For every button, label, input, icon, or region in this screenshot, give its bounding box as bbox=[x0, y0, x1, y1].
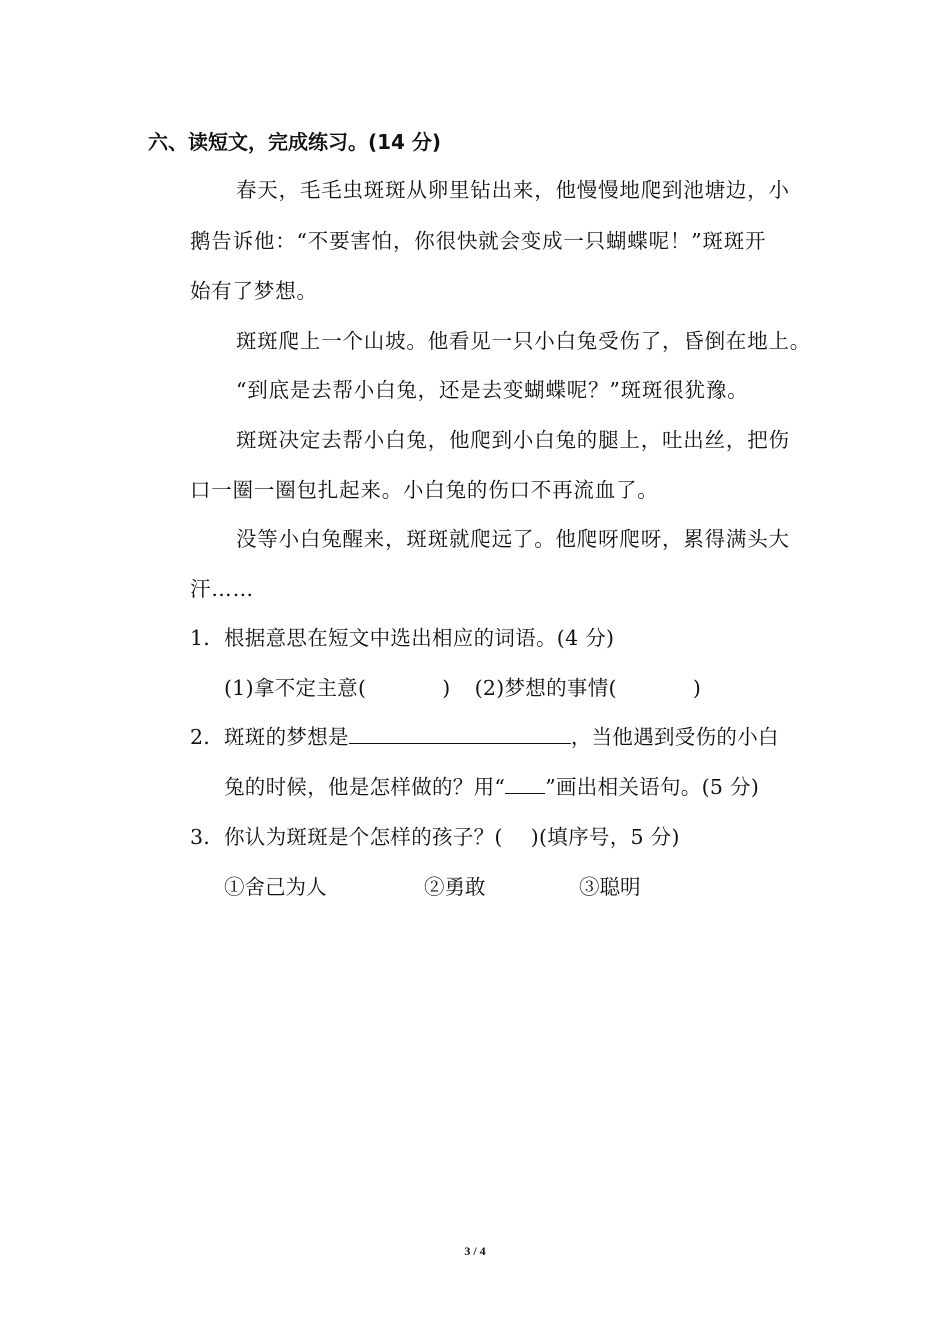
page-number: 3 / 4 bbox=[464, 1244, 486, 1258]
question-2-text-c: 兔的时候，他是怎样做的？用“ bbox=[224, 775, 506, 799]
passage-paragraph-5-line-2: 汗…… bbox=[190, 577, 254, 601]
question-3-option-1: ①舍己为人 bbox=[224, 875, 327, 899]
passage-paragraph-3: “到底是去帮小白兔，还是去变蝴蝶呢？”斑斑很犹豫。 bbox=[236, 378, 749, 402]
question-1-number: 1． bbox=[190, 626, 225, 650]
question-2-answer-line[interactable] bbox=[349, 723, 571, 744]
passage-paragraph-4-line-2: 口一圈一圈包扎起来。小白兔的伤口不再流血了。 bbox=[190, 478, 659, 502]
question-2-number: 2． bbox=[190, 725, 225, 749]
passage-paragraph-5-line-1: 没等小白兔醒来，斑斑就爬远了。他爬呀爬呀，累得满头大 bbox=[236, 527, 790, 551]
passage-paragraph-1-line-2: 鹅告诉他：“不要害怕，你很快就会变成一只蝴蝶呢！”斑斑开 bbox=[190, 229, 767, 253]
question-3-text-b: )(填序号，5 分) bbox=[530, 825, 680, 849]
question-1a-close: ) bbox=[442, 676, 451, 700]
question-3-option-2: ②勇敢 bbox=[424, 875, 486, 899]
question-3-number: 3． bbox=[190, 825, 225, 849]
question-2-text-b: ，当他遇到受伤的小白 bbox=[570, 725, 779, 749]
question-2 bbox=[190, 722, 779, 752]
question-1b-label: (2)梦想的事情( bbox=[474, 676, 617, 700]
section-title: 六、读短文，完成练习。(14 分) bbox=[148, 130, 442, 154]
question-2-text-a: 斑斑的梦想是 bbox=[224, 725, 349, 749]
passage-paragraph-4-line-1: 斑斑决定去帮小白兔，他爬到小白兔的腿上，吐出丝，把伤 bbox=[236, 428, 790, 452]
question-1a-label: (1)拿不定主意( bbox=[224, 676, 367, 700]
passage-paragraph-1-line-1: 春天，毛毛虫斑斑从卵里钻出来，他慢慢地爬到池塘边，小 bbox=[236, 178, 790, 202]
question-1b-close: ) bbox=[692, 676, 702, 700]
question-1-subitems bbox=[224, 673, 701, 703]
passage-paragraph-1-line-3: 始有了梦想。 bbox=[190, 279, 318, 303]
question-3-text-a: 你认为斑斑是个怎样的孩子？( bbox=[224, 825, 503, 849]
question-3 bbox=[190, 822, 680, 852]
question-1 bbox=[190, 623, 614, 653]
question-2-line-2 bbox=[224, 772, 759, 802]
question-3-option-3: ③聪明 bbox=[579, 875, 641, 899]
question-1-text: 根据意思在短文中选出相应的词语。(4 分) bbox=[224, 626, 615, 650]
question-2-text-d: ”画出相关语句。(5 分) bbox=[545, 775, 760, 799]
question-2-underline-sample bbox=[505, 773, 545, 794]
passage-paragraph-2: 斑斑爬上一个山坡。他看见一只小白兔受伤了，昏倒在地上。 bbox=[236, 329, 812, 353]
